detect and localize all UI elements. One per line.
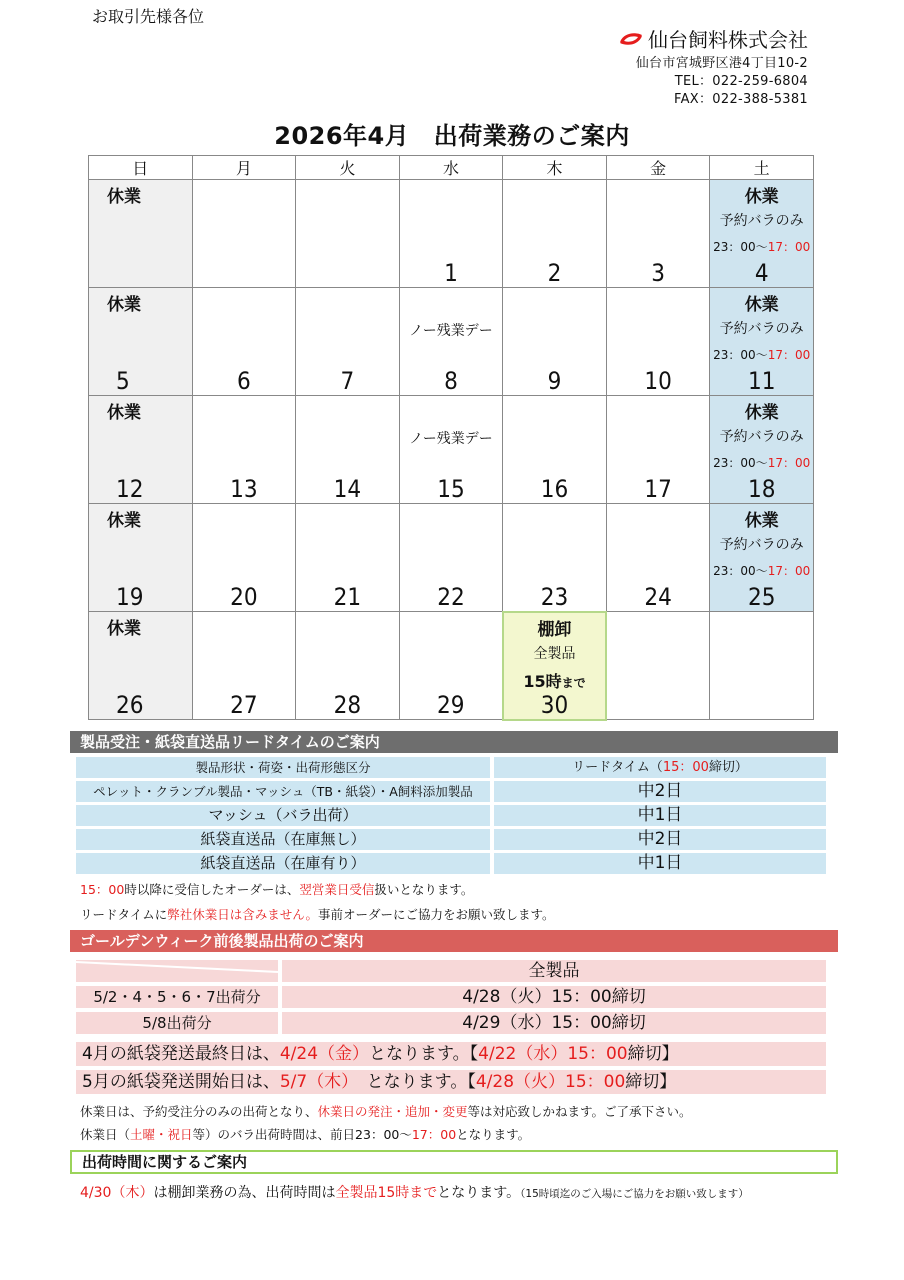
day-number: 26	[116, 691, 144, 719]
note-text: となります。	[456, 1127, 531, 1142]
day-number: 29	[436, 691, 465, 719]
note-text: 等は対応致しかねます。ご了承下さい。	[467, 1104, 692, 1119]
weekday-thu: 木	[503, 156, 607, 180]
day-number: 23	[540, 582, 569, 611]
inventory-label: 棚卸	[537, 619, 572, 640]
closed-label: 休業	[107, 511, 141, 531]
page-title: 2026年4月 出荷業務のご案内	[274, 122, 630, 150]
calendar-day	[606, 180, 710, 288]
gw-line-text: 締切】	[627, 1044, 679, 1064]
gw-note-2	[80, 1125, 530, 1143]
shipping-date: 4/30（木）	[80, 1185, 154, 1201]
sat-time-end: 17：00	[767, 564, 811, 578]
sat-time	[710, 454, 813, 471]
calendar-day	[89, 288, 193, 396]
weekday-fri: 金	[606, 156, 710, 180]
gw-line-2	[76, 1070, 826, 1094]
leadtime-col2-time: 15：00	[662, 760, 709, 775]
note-text: 休業日（	[80, 1127, 131, 1142]
weekday-sat: 土	[710, 156, 814, 180]
day-number: 5	[116, 367, 130, 395]
calendar-day	[710, 288, 814, 396]
calendar	[88, 155, 814, 721]
shipping-small-note: （15時頃迄のご入場にご協力をお願い致します）	[520, 1188, 749, 1200]
weekday-sun: 日	[89, 156, 193, 180]
closed-label: 休業	[744, 187, 779, 207]
inventory-time	[504, 669, 606, 692]
gw-row-deadline: 4/29（水）15：00締切	[282, 1012, 826, 1034]
weekday-tue: 火	[296, 156, 400, 180]
closed-label: 休業	[107, 295, 141, 315]
day-number: 20	[230, 583, 258, 611]
gw-line-deadline: 4/28（火）15：00	[475, 1072, 626, 1092]
calendar-day	[503, 288, 607, 396]
note-emphasis: 翌営業日受信	[299, 882, 375, 897]
gw-row-label: 5/8出荷分	[76, 1012, 278, 1034]
company-fax: FAX：022-388-5381	[674, 92, 808, 107]
sat-time-end: 17：00	[767, 456, 811, 470]
gw-note-1	[80, 1102, 692, 1120]
shipping-emphasis: 全製品15時まで	[335, 1185, 438, 1201]
day-number: 30	[540, 690, 569, 719]
calendar-day	[399, 288, 503, 396]
gw-line-text: 5月の紙袋発送開始日は、	[82, 1072, 280, 1092]
closed-label: 休業	[107, 187, 141, 207]
sat-time-start: 23：00～	[713, 240, 768, 254]
calendar-day	[296, 396, 400, 504]
leadtime-col2-post: 締切）	[708, 760, 748, 775]
shipping-section-title: 出荷時間に関するご案内	[70, 1150, 838, 1174]
leadtime-item: マッシュ（バラ出荷）	[76, 805, 490, 826]
weekday-mon: 月	[192, 156, 296, 180]
note-text: は棚卸業務の為、出荷時間は	[153, 1185, 336, 1201]
note-time: 17：00	[411, 1127, 457, 1142]
sat-time-start: 23：00～	[713, 348, 768, 362]
table-row	[76, 853, 826, 874]
calendar-week	[89, 288, 814, 396]
company-name-text: 仙台飼料株式会社	[648, 28, 808, 52]
calendar-day	[503, 180, 607, 288]
gw-header-diagonal	[76, 960, 278, 982]
day-number: 27	[230, 691, 258, 719]
day-number: 7	[340, 367, 355, 395]
calendar-day	[399, 504, 503, 612]
note-emphasis: 土曜・祝日	[130, 1127, 193, 1142]
day-number: 13	[230, 475, 258, 503]
shipping-note	[80, 1182, 749, 1202]
sat-note: 予約バラのみ	[719, 537, 804, 553]
calendar-day	[710, 180, 814, 288]
gw-header: 全製品	[282, 960, 826, 982]
leadtime-value: 中1日	[494, 805, 826, 826]
day-number: 12	[116, 475, 144, 503]
calendar-day	[192, 180, 296, 288]
day-number: 2	[547, 259, 562, 287]
calendar-header-row	[89, 156, 814, 180]
leadtime-item: 紙袋直送品（在庫有り）	[76, 853, 490, 874]
calendar-day	[710, 396, 814, 504]
leadtime-value: 中1日	[494, 853, 826, 874]
calendar-week	[89, 396, 814, 504]
sat-time-start: 23：00～	[713, 456, 768, 470]
no-overtime-label: ノー残業デー	[409, 431, 493, 447]
note-text: となります。	[437, 1185, 521, 1201]
sat-time-end: 17：00	[767, 240, 811, 254]
calendar-day	[399, 180, 503, 288]
closed-label: 休業	[744, 511, 779, 531]
calendar-day	[192, 288, 296, 396]
sat-time	[710, 562, 813, 579]
company-name	[618, 24, 808, 53]
note-text: 時以降に受信したオーダーは、	[124, 882, 300, 897]
leadtime-value: 中2日	[494, 829, 826, 850]
calendar-day	[89, 180, 193, 288]
leadtime-note-1	[80, 880, 473, 898]
leadtime-section-title: 製品受注・紙袋直送品リードタイムのご案内	[70, 731, 838, 753]
gw-line-text: 締切】	[625, 1072, 677, 1092]
day-number: 19	[116, 583, 144, 611]
addressee: お取引先様各位	[92, 7, 205, 26]
weekday-wed: 水	[399, 156, 503, 180]
calendar-day	[89, 396, 193, 504]
day-number: 21	[333, 583, 362, 611]
day-number: 9	[547, 367, 562, 395]
note-emphasis: 休業日の発注・追加・変更	[317, 1104, 468, 1119]
inventory-sub: 全製品	[533, 645, 576, 662]
day-number: 11	[747, 367, 776, 395]
calendar-day	[192, 612, 296, 720]
day-number: 22	[437, 583, 465, 611]
calendar-day	[89, 504, 193, 612]
day-number: 16	[540, 475, 569, 503]
calendar-day	[399, 612, 503, 720]
day-number: 8	[444, 367, 458, 395]
table-row	[76, 1012, 826, 1034]
calendar-day	[192, 396, 296, 504]
inventory-time-suffix: まで	[561, 675, 586, 690]
calendar-day	[296, 504, 400, 612]
leadtime-item: ペレット・クランブル製品・マッシュ（TB・紙袋）・A飼料添加製品	[76, 781, 490, 802]
sat-note: 予約バラのみ	[719, 213, 804, 229]
leadtime-col2-header	[494, 757, 826, 778]
calendar-day	[296, 180, 400, 288]
day-number: 15	[437, 475, 465, 503]
calendar-day	[192, 504, 296, 612]
note-text: 事前オーダーにご協力をお願い致します。	[318, 907, 555, 922]
note-text: 等）のバラ出荷時間は、前日23：00～	[192, 1127, 412, 1142]
calendar-day	[606, 504, 710, 612]
day-number: 14	[333, 475, 362, 503]
company-address: 仙台市宮城野区港4丁目10-2	[635, 56, 808, 71]
company-logo-icon	[618, 31, 644, 47]
calendar-day	[89, 612, 193, 720]
day-number: 6	[236, 367, 251, 395]
sat-time-end: 17：00	[767, 348, 811, 362]
gw-line-text: となります。【	[369, 1044, 479, 1064]
calendar-day	[296, 612, 400, 720]
calendar-day	[606, 396, 710, 504]
calendar-day	[710, 612, 814, 720]
leadtime-item: 紙袋直送品（在庫無し）	[76, 829, 490, 850]
calendar-day	[606, 612, 710, 720]
day-number: 25	[747, 583, 776, 611]
sat-time	[710, 346, 813, 363]
gw-section-title: ゴールデンウィーク前後製品出荷のご案内	[70, 930, 838, 952]
calendar-day	[710, 504, 814, 612]
gw-line-date: 4/24（金）	[279, 1044, 370, 1064]
sat-note: 予約バラのみ	[719, 321, 804, 337]
leadtime-col2-pre: リードタイム（	[572, 760, 663, 775]
gw-line-text: 4月の紙袋発送最終日は、	[82, 1044, 280, 1064]
calendar-week	[89, 180, 814, 288]
note-time: 15：00	[80, 882, 125, 897]
no-overtime-label: ノー残業デー	[409, 323, 493, 339]
note-text: 休業日は、予約受注分のみの出荷となり、	[80, 1104, 318, 1119]
gw-line-date: 5/7（木）	[279, 1072, 350, 1092]
closed-label: 休業	[744, 403, 779, 423]
gw-line-1	[76, 1042, 826, 1066]
sat-time-start: 23：00～	[713, 564, 768, 578]
note-emphasis: 弊社休業日は含みません。	[167, 907, 319, 922]
day-number: 3	[651, 259, 665, 287]
leadtime-col1-header: 製品形状・荷姿・出荷形態区分	[76, 757, 490, 778]
sat-note: 予約バラのみ	[719, 429, 804, 445]
note-text: リードタイムに	[80, 907, 168, 922]
table-row	[76, 805, 826, 826]
leadtime-header-row	[76, 757, 826, 778]
calendar-day	[296, 288, 400, 396]
calendar-day	[606, 288, 710, 396]
calendar-week	[89, 612, 814, 720]
calendar-day	[503, 504, 607, 612]
table-row	[76, 986, 826, 1008]
table-row	[76, 829, 826, 850]
leadtime-value: 中2日	[494, 781, 826, 802]
inventory-time-value: 15時	[523, 671, 562, 691]
calendar-week	[89, 504, 814, 612]
leadtime-note-2	[80, 905, 555, 923]
gw-row-deadline: 4/28（火）15：00締切	[282, 986, 826, 1008]
calendar-day	[399, 396, 503, 504]
sat-time	[710, 238, 813, 255]
gw-line-text: となります。【	[349, 1072, 476, 1092]
note-text: 扱いとなります。	[374, 882, 474, 897]
day-number: 28	[333, 691, 362, 719]
closed-label: 休業	[107, 403, 141, 423]
calendar-day	[503, 396, 607, 504]
day-number: 24	[644, 583, 672, 611]
day-number: 1	[444, 259, 458, 287]
closed-label: 休業	[107, 619, 141, 639]
day-number: 10	[644, 367, 672, 395]
company-tel: TEL：022-259-6804	[674, 74, 808, 89]
gw-line-deadline: 4/22（水）15：00	[478, 1044, 628, 1064]
day-number: 4	[754, 259, 769, 287]
day-number: 17	[644, 475, 672, 503]
table-row	[76, 781, 826, 802]
closed-label: 休業	[744, 295, 779, 315]
calendar-day-inventory	[503, 612, 607, 720]
day-number: 18	[747, 475, 776, 503]
gw-row-label: 5/2・4・5・6・7出荷分	[76, 986, 278, 1008]
